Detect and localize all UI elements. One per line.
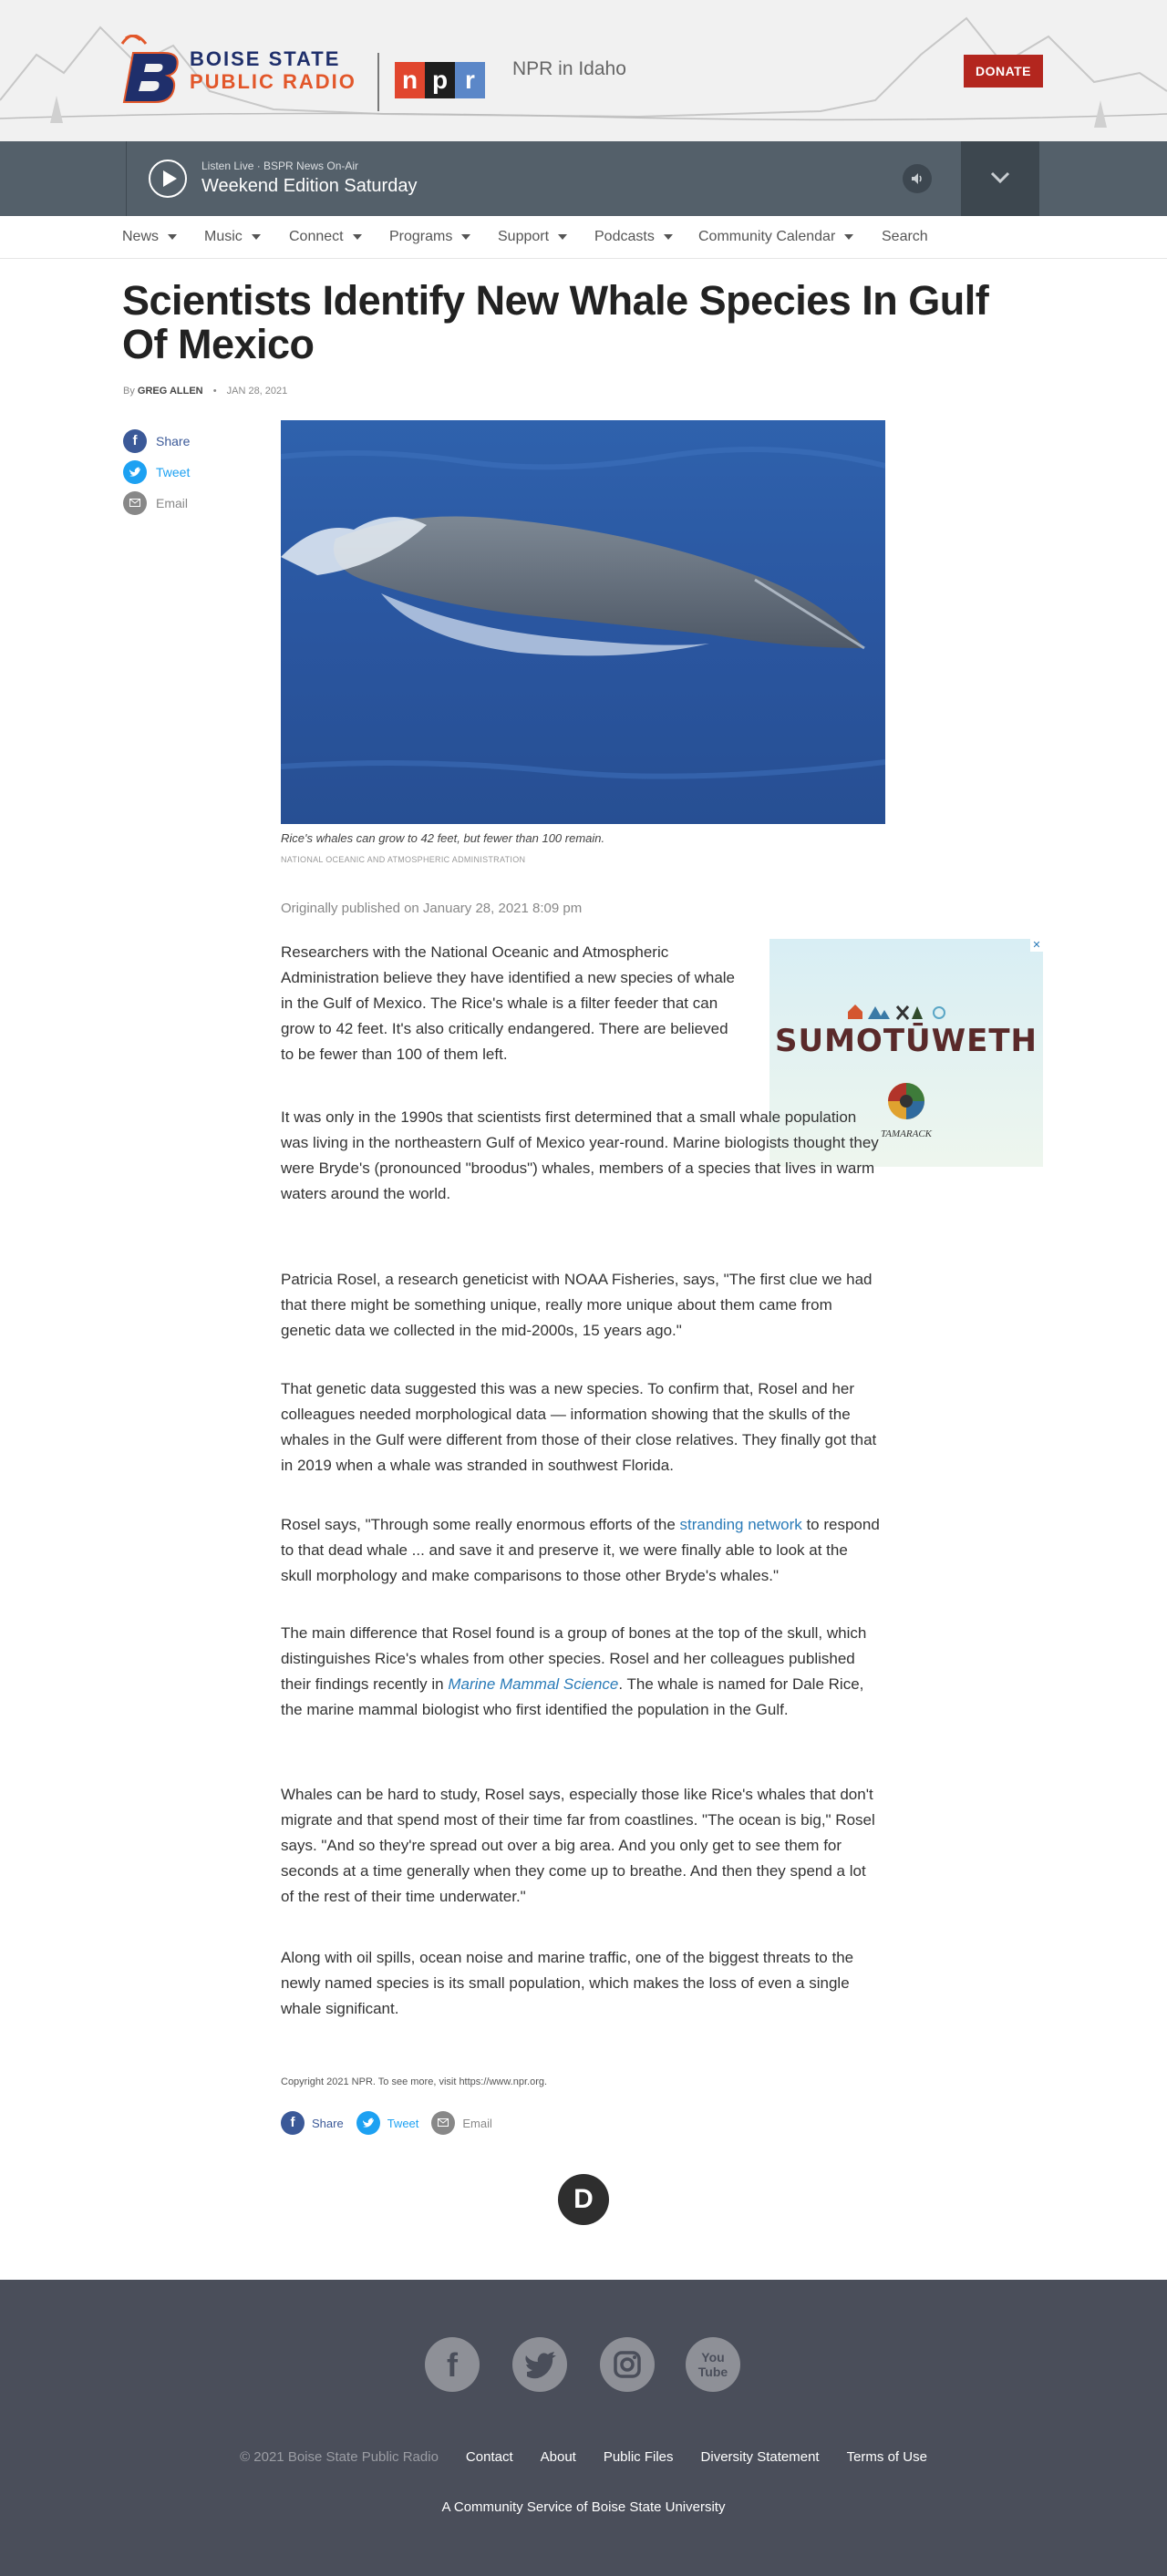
footer-link-terms-of-use[interactable]: Terms of Use bbox=[846, 2449, 927, 2465]
share-facebook-bottom-button[interactable]: f Share bbox=[281, 2111, 344, 2135]
facebook-icon[interactable]: f bbox=[425, 2337, 480, 2392]
facebook-icon: f bbox=[281, 2111, 305, 2135]
main-nav bbox=[0, 216, 1167, 259]
caret-down-icon bbox=[664, 234, 673, 240]
twitter-icon[interactable] bbox=[512, 2337, 567, 2392]
caret-down-icon bbox=[252, 234, 261, 240]
instagram-icon[interactable] bbox=[600, 2337, 655, 2392]
whale-photo bbox=[281, 420, 885, 824]
site-header bbox=[0, 0, 1167, 141]
footer-link-public-files[interactable]: Public Files bbox=[603, 2449, 674, 2465]
caret-down-icon bbox=[168, 234, 177, 240]
share-facebook-button[interactable]: f Share bbox=[123, 426, 190, 457]
footer-link-contact[interactable]: Contact bbox=[465, 2449, 513, 2465]
chevron-down-icon bbox=[989, 170, 1011, 185]
facebook-icon: f bbox=[123, 429, 147, 453]
article-headline: Scientists Identify New Whale Species In Gulf Of Mexico bbox=[122, 277, 989, 367]
originally-published: Originally published on January 28, 2021 8:09 pm bbox=[281, 901, 583, 916]
nav-item-news[interactable]: News bbox=[122, 229, 177, 245]
share-twitter-button[interactable]: Tweet bbox=[123, 457, 190, 488]
nav-item-podcasts[interactable]: Podcasts bbox=[594, 229, 673, 245]
npr-logo[interactable] bbox=[395, 62, 485, 98]
volume-icon[interactable] bbox=[903, 164, 932, 193]
nav-item-community-calendar[interactable]: Community Calendar bbox=[698, 229, 853, 245]
caret-down-icon bbox=[558, 234, 567, 240]
paragraph-7: Whales can be hard to study, Rosel says, especially those like Rice's whales that don't migrate and that spend most of their time far from coastlines. "The ocean is big," Rosel says. "And so they're spread out over a big area. And you only get to see them for seconds at a time generally when they come up to breathe. And then they spend a lot of the rest of their time underwater." bbox=[281, 1786, 875, 1905]
ad-sponsor: TAMARACK bbox=[880, 1128, 932, 1139]
share-bottom-bar bbox=[281, 2111, 505, 2135]
paragraph-8: Along with oil spills, ocean noise and marine traffic, one of the biggest threats to the newly named species is its small population, which makes the loss of even a single whale significant. bbox=[281, 1949, 854, 2017]
expand-player-button[interactable] bbox=[961, 141, 1039, 216]
footer-links bbox=[0, 2449, 1167, 2465]
nav-item-music[interactable]: Music bbox=[204, 229, 261, 245]
nav-item-support[interactable]: Support bbox=[498, 229, 567, 245]
play-icon[interactable] bbox=[149, 160, 187, 198]
paragraph-1: Researchers with the National Oceanic and Atmospheric Administration believe they have identified a new species of whale in the Gulf of Mexico. The Rice's whale is a filter feeder that can grow to 42 feet. It's also critically endangered. There are believed to be fewer than 100 of them left. bbox=[281, 943, 736, 1063]
nav-item-programs[interactable]: Programs bbox=[389, 229, 470, 245]
site-footer bbox=[0, 2280, 1167, 2576]
email-icon bbox=[123, 491, 147, 515]
logo-line-2: PUBLIC RADIO bbox=[190, 70, 356, 93]
live-label: Listen Live · BSPR News On-Air bbox=[201, 160, 359, 172]
paragraph-5: Rosel says, "Through some really enormous efforts of the stranding network to respond to that dead whale ... and save it and preserve it, we were finally able to look at the skull morphology and make comparisons to those other Bryde's whales." bbox=[281, 1516, 880, 1584]
nav-item-search[interactable]: Search bbox=[882, 229, 928, 244]
email-icon bbox=[431, 2111, 455, 2135]
footer-link-about[interactable]: About bbox=[540, 2449, 576, 2465]
npr-tagline: NPR in Idaho bbox=[512, 58, 626, 79]
footer-link-diversity-statement[interactable]: Diversity Statement bbox=[700, 2449, 820, 2465]
caret-down-icon bbox=[461, 234, 470, 240]
paragraph-4: That genetic data suggested this was a new species. To confirm that, Rosel and her colleagues needed morphological data — information showing that the skulls of the whales in the Gulf were different from those of their close relatives. They finally got that in 2019 when a whale was stranded in southwest Florida. bbox=[281, 1380, 877, 1474]
stranding-network-link[interactable]: stranding network bbox=[679, 1516, 802, 1533]
footer-copyright: © 2021 Boise State Public Radio bbox=[240, 2449, 439, 2465]
program-title: Weekend Edition Saturday bbox=[201, 176, 418, 196]
twitter-icon bbox=[356, 2111, 380, 2135]
npr-copyright: Copyright 2021 NPR. To see more, visit https://www.npr.org. bbox=[281, 2076, 548, 2087]
share-email-button[interactable]: Email bbox=[123, 488, 190, 519]
ad-title: SUMOTŪWETH bbox=[774, 1023, 1038, 1059]
share-sidebar bbox=[123, 426, 190, 519]
nav-item-connect[interactable]: Connect bbox=[289, 229, 362, 245]
twitter-icon bbox=[123, 460, 147, 484]
share-twitter-bottom-button[interactable]: Tweet bbox=[356, 2111, 419, 2135]
share-email-bottom-button[interactable]: Email bbox=[431, 2111, 492, 2135]
npr-letter-n: n bbox=[395, 62, 425, 98]
byline: By GREG ALLEN • JAN 28, 2021 bbox=[123, 386, 288, 397]
paragraph-3: Patricia Rosel, a research geneticist with NOAA Fisheries, says, "The first clue we had that there might be something unique, really more unique about them came from genetic data we collected in the mid-2000s, 15 years ago." bbox=[281, 1271, 873, 1339]
paragraph-2: It was only in the 1990s that scientists first determined that a small whale population was living in the northeastern Gulf of Mexico year-round. Marine biologists thought they were Bryde's (pronounced "broodus") whales, members of a species that lives in warm waters around the world. bbox=[281, 1108, 879, 1202]
close-icon[interactable]: ✕ bbox=[1030, 939, 1043, 952]
photo-caption: Rice's whales can grow to 42 feet, but fewer than 100 remain. bbox=[281, 831, 605, 845]
photo-credit: NATIONAL OCEANIC AND ATMOSPHERIC ADMINISTRATION bbox=[281, 855, 526, 864]
paragraph-6: The main difference that Rosel found is a group of bones at the top of the skull, which distinguishes Rice's whales from other species. Rosel and her colleagues published their findings recently in Marine Mammal Science. The whale is named for Dale Rice, the marine mammal biologist who first identified the population in the Gulf. bbox=[281, 1624, 867, 1718]
npr-letter-r: r bbox=[455, 62, 485, 98]
marine-mammal-science-link[interactable]: Marine Mammal Science bbox=[448, 1675, 619, 1693]
caret-down-icon bbox=[353, 234, 362, 240]
youtube-icon[interactable]: You Tube bbox=[686, 2337, 740, 2392]
community-service-line: A Community Service of Boise State University bbox=[441, 2499, 726, 2515]
station-logo[interactable] bbox=[120, 35, 356, 106]
npr-letter-p: p bbox=[425, 62, 455, 98]
donate-button[interactable]: DONATE bbox=[964, 55, 1043, 88]
live-player-bar bbox=[0, 141, 1167, 216]
logo-line-1: BOISE STATE bbox=[190, 47, 341, 70]
author-link[interactable]: GREG ALLEN bbox=[137, 386, 203, 397]
logo-divider bbox=[377, 53, 379, 111]
caret-down-icon bbox=[844, 234, 853, 240]
boise-state-b-icon bbox=[120, 35, 184, 106]
disqus-icon[interactable]: D bbox=[558, 2174, 609, 2225]
publish-date: JAN 28, 2021 bbox=[226, 386, 288, 397]
